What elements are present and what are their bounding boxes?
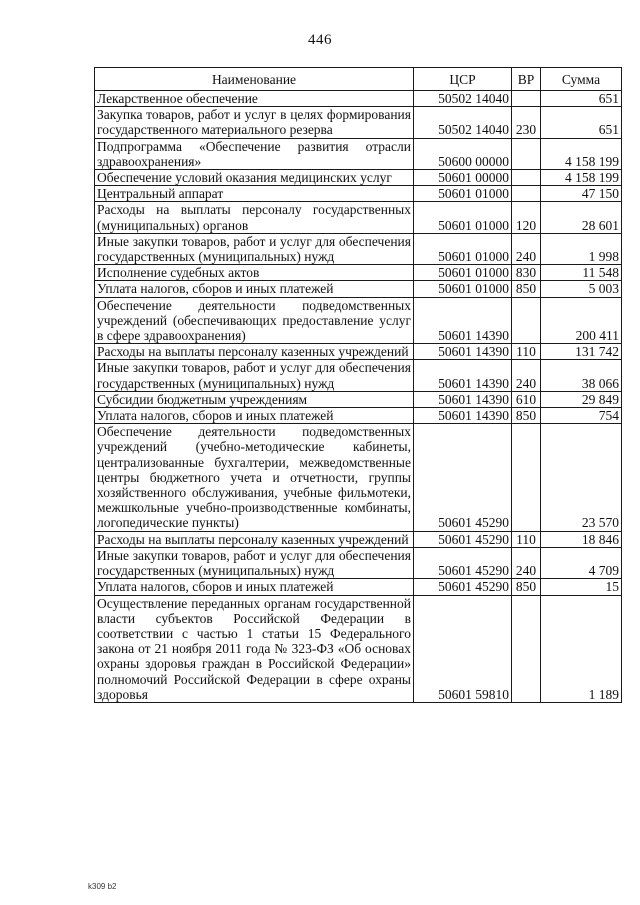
row-vr: 850 xyxy=(512,408,541,424)
header-sum: Сумма xyxy=(541,68,622,91)
row-sum: 131 742 xyxy=(541,344,622,360)
header-vr: ВР xyxy=(512,68,541,91)
row-vr: 850 xyxy=(512,281,541,297)
row-sum: 200 411 xyxy=(541,297,622,344)
row-vr: 110 xyxy=(512,531,541,547)
row-csr: 50601 00000 xyxy=(414,170,512,186)
row-csr: 50601 14390 xyxy=(414,297,512,344)
row-csr: 50601 45290 xyxy=(414,547,512,578)
table-row xyxy=(95,233,622,264)
row-csr: 50601 14390 xyxy=(414,391,512,407)
table-row xyxy=(95,138,622,169)
row-csr: 50502 14040 xyxy=(414,107,512,138)
table-row xyxy=(95,170,622,186)
row-name: Обеспечение условий оказания медицинских услуг xyxy=(95,170,414,186)
row-vr: 240 xyxy=(512,547,541,578)
row-vr xyxy=(512,138,541,169)
row-sum: 651 xyxy=(541,91,622,107)
row-sum: 47 150 xyxy=(541,186,622,202)
row-vr xyxy=(512,91,541,107)
page-number: 446 xyxy=(308,32,332,48)
row-sum: 18 846 xyxy=(541,531,622,547)
row-vr xyxy=(512,170,541,186)
row-csr: 50601 01000 xyxy=(414,186,512,202)
row-name: Закупка товаров, работ и услуг в целях формирования государственного материального резерва xyxy=(95,107,414,138)
table-row xyxy=(95,579,622,595)
row-vr xyxy=(512,186,541,202)
row-sum: 28 601 xyxy=(541,202,622,233)
row-vr xyxy=(512,297,541,344)
row-vr: 240 xyxy=(512,233,541,264)
row-sum: 5 003 xyxy=(541,281,622,297)
table-row xyxy=(95,408,622,424)
row-vr xyxy=(512,595,541,702)
row-name: Подпрограмма «Обеспечение развития отрасли здравоохранения» xyxy=(95,138,414,169)
row-sum: 4 158 199 xyxy=(541,170,622,186)
table-row xyxy=(95,265,622,281)
table-row xyxy=(95,91,622,107)
row-name: Расходы на выплаты персоналу казенных учреждений xyxy=(95,531,414,547)
table-row xyxy=(95,547,622,578)
row-vr: 110 xyxy=(512,344,541,360)
row-vr: 850 xyxy=(512,579,541,595)
row-csr: 50601 14390 xyxy=(414,408,512,424)
row-csr: 50601 45290 xyxy=(414,531,512,547)
table-row xyxy=(95,297,622,344)
row-name: Уплата налогов, сборов и иных платежей xyxy=(95,579,414,595)
table-row xyxy=(95,202,622,233)
row-sum: 38 066 xyxy=(541,360,622,391)
row-csr: 50600 00000 xyxy=(414,138,512,169)
row-csr: 50601 14390 xyxy=(414,360,512,391)
table-header-row xyxy=(95,68,622,91)
table-row xyxy=(95,360,622,391)
row-name: Уплата налогов, сборов и иных платежей xyxy=(95,408,414,424)
table-row xyxy=(95,344,622,360)
header-name: Наименование xyxy=(95,68,414,91)
row-csr: 50601 01000 xyxy=(414,233,512,264)
row-name: Расходы на выплаты персоналу государственных (муниципальных) органов xyxy=(95,202,414,233)
table-row xyxy=(95,531,622,547)
row-csr: 50601 45290 xyxy=(414,424,512,531)
table-row xyxy=(95,595,622,702)
row-csr: 50601 01000 xyxy=(414,281,512,297)
row-sum: 1 189 xyxy=(541,595,622,702)
row-vr: 830 xyxy=(512,265,541,281)
row-name: Осуществление переданных органам государственной власти субъектов Российской Федерации в соответствии с частью 1 статьи 15 Федерального закона от 21 ноября 2011 года № 323-ФЗ «Об основах охраны здоровья граждан в Российской Федерации» полномочий Российской Федерации в сфере охраны здоровья xyxy=(95,595,414,702)
table-row xyxy=(95,186,622,202)
row-csr: 50601 59810 xyxy=(414,595,512,702)
row-vr: 240 xyxy=(512,360,541,391)
row-name: Субсидии бюджетным учреждениям xyxy=(95,391,414,407)
row-name: Уплата налогов, сборов и иных платежей xyxy=(95,281,414,297)
row-csr: 50601 45290 xyxy=(414,579,512,595)
row-csr: 50502 14040 xyxy=(414,91,512,107)
row-name: Лекарственное обеспечение xyxy=(95,91,414,107)
row-sum: 4 709 xyxy=(541,547,622,578)
row-csr: 50601 01000 xyxy=(414,265,512,281)
row-vr: 610 xyxy=(512,391,541,407)
row-csr: 50601 01000 xyxy=(414,202,512,233)
budget-table xyxy=(94,67,622,703)
table-row xyxy=(95,391,622,407)
row-sum: 11 548 xyxy=(541,265,622,281)
row-sum: 651 xyxy=(541,107,622,138)
row-name: Иные закупки товаров, работ и услуг для обеспечения государственных (муниципальных) нужд xyxy=(95,360,414,391)
row-vr: 120 xyxy=(512,202,541,233)
row-sum: 4 158 199 xyxy=(541,138,622,169)
row-name: Центральный аппарат xyxy=(95,186,414,202)
row-sum: 29 849 xyxy=(541,391,622,407)
row-sum: 754 xyxy=(541,408,622,424)
row-name: Исполнение судебных актов xyxy=(95,265,414,281)
row-name: Иные закупки товаров, работ и услуг для обеспечения государственных (муниципальных) нужд xyxy=(95,233,414,264)
table-row xyxy=(95,281,622,297)
row-sum: 15 xyxy=(541,579,622,595)
table-row xyxy=(95,107,622,138)
row-vr: 230 xyxy=(512,107,541,138)
row-name: Иные закупки товаров, работ и услуг для обеспечения государственных (муниципальных) нужд xyxy=(95,547,414,578)
row-name: Расходы на выплаты персоналу казенных учреждений xyxy=(95,344,414,360)
row-name: Обеспечение деятельности подведомственных учреждений (учебно-методические кабинеты, централизованные бухгалтерии, межведомственные центры бюджетного учета и отчетности, группы хозяйственного обслуживания, учебные фильмотеки, межшкольные учебно-производственные комбинаты, логопедические пункты) xyxy=(95,424,414,531)
table-row xyxy=(95,424,622,531)
row-sum: 1 998 xyxy=(541,233,622,264)
row-csr: 50601 14390 xyxy=(414,344,512,360)
header-csr: ЦСР xyxy=(414,68,512,91)
footer-code: k309 b2 xyxy=(88,882,117,891)
row-vr xyxy=(512,424,541,531)
row-name: Обеспечение деятельности подведомственных учреждений (обеспечивающих предоставление услуг в сфере здравоохранения) xyxy=(95,297,414,344)
row-sum: 23 570 xyxy=(541,424,622,531)
